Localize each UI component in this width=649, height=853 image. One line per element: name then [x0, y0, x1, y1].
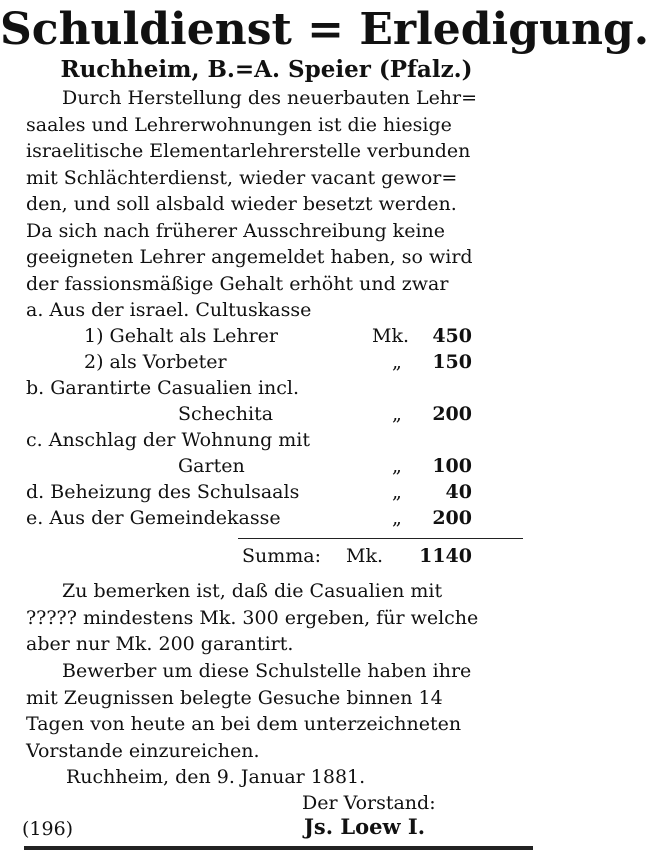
- item-row: [26, 297, 311, 323]
- sum-rule: [238, 538, 523, 539]
- item-amount: 40: [445, 481, 472, 503]
- total-currency: Mk.: [346, 545, 384, 567]
- note-line: Zu bemerken ist, daß die Casualien mit: [62, 580, 443, 602]
- item-row: [26, 427, 310, 453]
- intro-line: der fassionsmäßige Gehalt erhöht und zwar: [26, 272, 449, 295]
- item-amount: 100: [432, 455, 472, 477]
- intro-line: Durch Herstellung des neuerbauten Lehr=: [62, 87, 478, 109]
- intro-line: israelitische Elementarlehrerstelle verbunden: [26, 140, 471, 162]
- signature-name: Js. Loew I.: [304, 814, 426, 839]
- item-currency: „: [392, 481, 402, 503]
- item-label: 1) Gehalt als Lehrer: [84, 325, 278, 347]
- item-row: [0, 505, 533, 531]
- item-row: [0, 453, 533, 479]
- intro-line: saales und Lehrerwohnungen ist die hiesige: [26, 113, 452, 136]
- total-row: [0, 543, 533, 569]
- application-line: Vorstande einzureichen.: [26, 739, 260, 762]
- bottom-rule: [24, 846, 533, 850]
- item-label: b. Garantirte Casualien incl.: [26, 377, 300, 399]
- item-label: d. Beheizung des Schulsaals: [26, 481, 300, 503]
- intro-line: Da sich nach früherer Ausschreibung keine: [26, 219, 446, 242]
- item-amount: 450: [432, 325, 472, 347]
- total-amount: 1140: [419, 545, 472, 567]
- ad-number: (196): [22, 818, 74, 840]
- item-amount: 150: [432, 351, 472, 373]
- item-label: c. Anschlag der Wohnung mit: [26, 429, 310, 451]
- place-date: Ruchheim, den 9. Januar 1881.: [66, 766, 366, 788]
- item-label: e. Aus der Gemeindekasse: [26, 507, 281, 529]
- application-line: Tagen von heute an bei dem unterzeichneten: [26, 713, 462, 735]
- intro-line: den, und soll alsbald wieder besetzt werden.: [26, 193, 457, 215]
- item-label: 2) als Vorbeter: [84, 351, 227, 373]
- item-label: Schechita: [178, 403, 274, 425]
- item-amount: 200: [432, 403, 472, 425]
- item-row: [0, 479, 533, 505]
- item-row: [26, 375, 299, 401]
- item-row: [0, 401, 533, 427]
- total-label: Summa:: [242, 545, 322, 567]
- item-row: [0, 323, 533, 349]
- item-currency: „: [392, 403, 402, 425]
- location-line: Ruchheim, B.=A. Speier (Pfalz.): [60, 56, 473, 83]
- item-currency: „: [392, 351, 402, 373]
- note-paragraph: [26, 578, 526, 658]
- application-paragraph: [26, 658, 526, 764]
- item-currency: „: [392, 455, 402, 477]
- item-label: Garten: [178, 455, 245, 477]
- item-currency: „: [392, 507, 402, 529]
- item-currency: Mk.: [372, 325, 410, 347]
- item-row: [0, 349, 533, 375]
- item-amount: 200: [432, 507, 472, 529]
- note-line: ????? mindestens Mk. 300 ergeben, für welche: [26, 606, 479, 629]
- application-line: Bewerber um diese Schulstelle haben ihre: [62, 660, 472, 682]
- intro-paragraph: [26, 85, 526, 297]
- intro-line: mit Schlächterdienst, wieder vacant gewor=: [26, 166, 458, 189]
- application-line: mit Zeugnissen belegte Gesuche binnen 14: [26, 686, 443, 709]
- item-label: a. Aus der israel. Cultuskasse: [26, 299, 312, 321]
- signature-title: Der Vorstand:: [302, 792, 436, 814]
- intro-line: geeigneten Lehrer angemeldet haben, so wird: [26, 246, 473, 268]
- note-line: aber nur Mk. 200 garantirt.: [26, 633, 294, 655]
- headline: Schuldienst = Erledigung.: [0, 4, 649, 55]
